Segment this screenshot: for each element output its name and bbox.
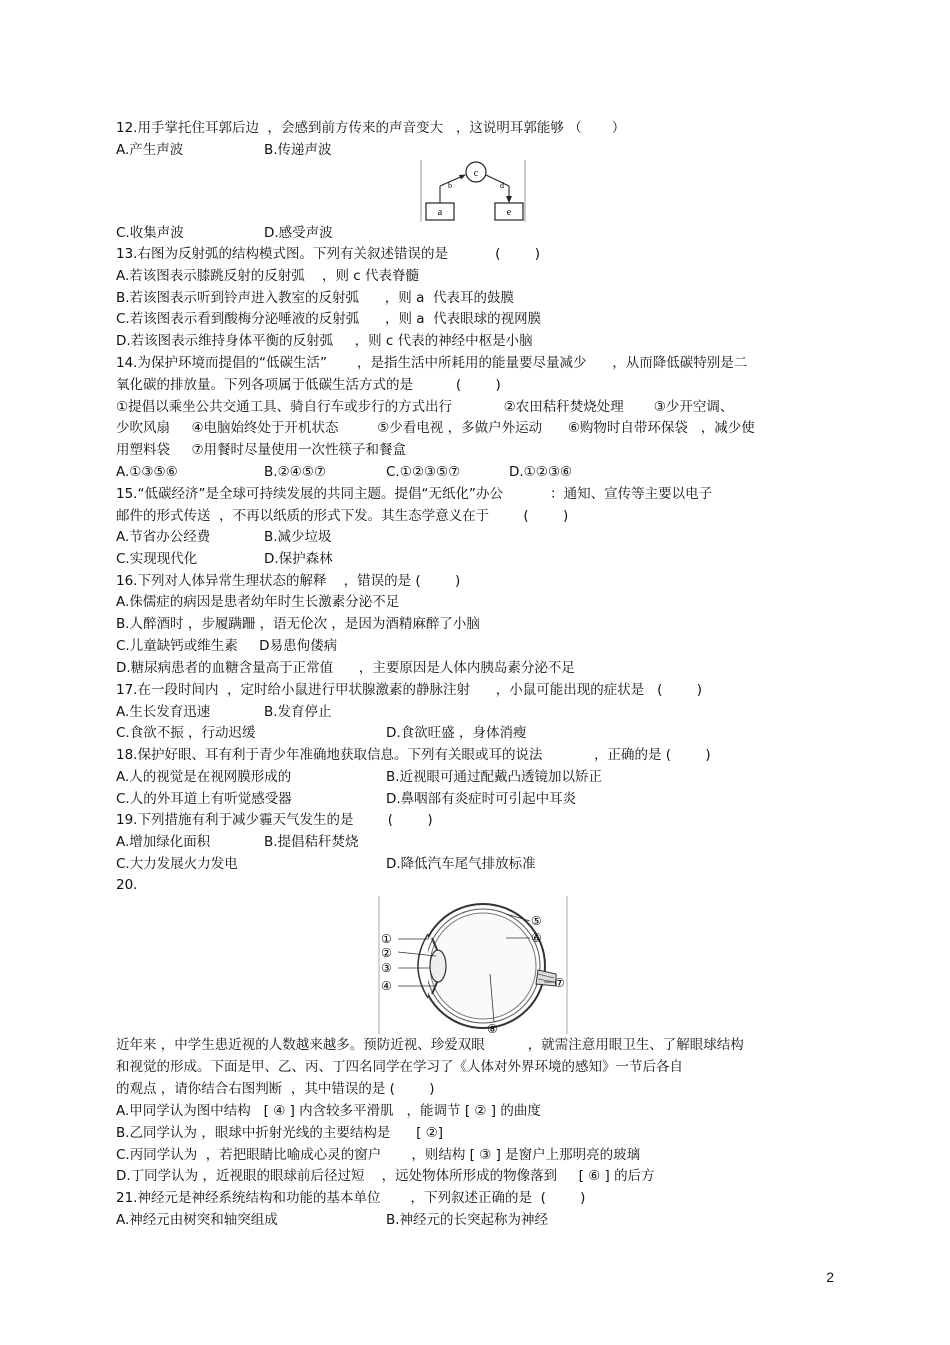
eye-label-4: ④ xyxy=(381,979,392,993)
q15-line2: 邮件的形式传送 ，不再以纸质的形式下发。其生态学意义在于 ( ) xyxy=(116,508,569,524)
reflex-label-e: e xyxy=(506,207,512,218)
q18-option-a: A.人的视觉是在视网膜形成的 xyxy=(116,769,292,785)
q19-option-b: B.提倡秸秆焚烧 xyxy=(264,834,359,850)
q14-option-d: D.①②③⑥ xyxy=(509,464,573,480)
q13-stem: 13.右图为反射弧的结构模式图。下列有关叙述错误的是 ( ) xyxy=(116,246,541,262)
q21-stem: 21.神经元是神经系统结构和功能的基本单位 ，下列叙述正确的是 ( ) xyxy=(116,1190,586,1206)
q19-stem: 19.下列措施有利于减少霾天气发生的是 ( ) xyxy=(116,812,433,828)
q15-option-b: B.减少垃圾 xyxy=(264,529,332,545)
q12-option-d: D.感受声波 xyxy=(264,225,333,241)
q14-line5: 用塑料袋 ⑦用餐时尽量使用一次性筷子和餐盒 xyxy=(116,442,407,458)
q14-line1: 14.为保护环境而提倡的“低碳生活” ，是指生活中所耗用的能量要尽量减少 ，从而降低碳特别是二 xyxy=(116,355,748,371)
q13-option-d: D.若该图表示维持身体平衡的反射弧 ，则 c 代表的神经中枢是小脑 xyxy=(116,333,533,349)
q15-option-a: A.节省办公经费 xyxy=(116,529,211,545)
q14-option-a: A.①③⑤⑥ xyxy=(116,464,178,480)
q17-stem: 17.在一段时间内 ，定时给小鼠进行甲状腺激素的静脉注射 ，小鼠可能出现的症状是 ( ) xyxy=(116,682,703,698)
q19-option-c: C.大力发展火力发电 xyxy=(116,856,238,872)
q13-option-a: A.若该图表示膝跳反射的反射弧 ，则 c 代表脊髓 xyxy=(116,268,419,284)
q20-line1: 近年来 ，中学生患近视的人数越来越多。预防近视、珍爱双眼 ，就需注意用眼卫生、了解眼球结构 xyxy=(116,1037,744,1053)
q17-option-b: B.发育停止 xyxy=(264,704,332,720)
q18-option-d: D.鼻咽部有炎症时可引起中耳炎 xyxy=(386,791,577,807)
eye-label-2: ② xyxy=(381,946,392,960)
q19-option-d: D.降低汽车尾气排放标准 xyxy=(386,856,536,872)
q12-stem: 12.用手掌托住耳郭后边 ，会感到前方传来的声音变大 ，这说明耳郭能够 （ ） xyxy=(116,120,626,136)
q18-option-b: B.近视眼可通过配戴凸透镜加以矫正 xyxy=(386,769,603,785)
page-number: 2 xyxy=(826,1269,834,1285)
eye-label-5: ⑤ xyxy=(531,914,542,928)
q17-option-c: C.食欲不振 ，行动迟缓 xyxy=(116,725,256,741)
q14-line4: 少吹风扇 ④电脑始终处于开机状态 ⑤少看电视 ，多做户外运动 ⑥购物时自带环保袋 ，减少使 xyxy=(116,420,755,436)
q14-line2: 氧化碳的排放量。下列各项属于低碳生活方式的是 ( ) xyxy=(116,377,501,393)
q19-option-a: A.增加绿化面积 xyxy=(116,834,211,850)
reflex-label-b: b xyxy=(448,181,452,190)
q20-option-b: B.乙同学认为 ，眼球中折射光线的主要结构是 [ ②] xyxy=(116,1125,444,1141)
q17-option-a: A.生长发育迅速 xyxy=(116,704,211,720)
reflex-label-a: a xyxy=(437,207,443,218)
q12-option-a: A.产生声波 xyxy=(116,142,184,158)
reflex-arc-figure xyxy=(420,158,526,224)
q15-option-c: C.实现现代化 xyxy=(116,551,198,567)
eye-label-8: ⑧ xyxy=(487,1022,498,1036)
q20-option-d: D.丁同学认为 ，近视眼的眼球前后径过短 ，远处物体所形成的物像落到 [ ⑥ ] 的后方 xyxy=(116,1168,655,1184)
q16-option-b: B.人醉酒时 ，步履蹒跚 ，语无伦次 ，是因为酒精麻醉了小脑 xyxy=(116,616,480,632)
q21-option-b: B.神经元的长突起称为神经 xyxy=(386,1212,549,1228)
q13-option-b: B.若该图表示听到铃声进入教室的反射弧 ，则 a 代表耳的鼓膜 xyxy=(116,290,514,306)
q16-stem: 16.下列对人体异常生理状态的解释 ，错误的是 ( ) xyxy=(116,573,461,589)
q12-option-b: B.传递声波 xyxy=(264,142,332,158)
eye-label-3: ③ xyxy=(381,961,392,975)
q20-number: 20． xyxy=(116,877,147,893)
q14-line3: ①提倡以乘坐公共交通工具、骑自行车或步行的方式出行 ②农田秸秆焚烧处理 ③少开空调、 xyxy=(116,399,734,415)
q18-stem: 18.保护好眼、耳有利于青少年准确地获取信息。下列有关眼或耳的说法 ，正确的是 ( ) xyxy=(116,747,711,763)
q16-option-d: D.糖尿病患者的血糖含量高于正常值 ，主要原因是人体内胰岛素分泌不足 xyxy=(116,660,575,676)
q20-option-c: C.丙同学认为 ，若把眼睛比喻成心灵的窗户 ，则结构 [ ③ ] 是窗户上那明亮的玻璃 xyxy=(116,1147,641,1163)
q13-option-c: C.若该图表示看到酸梅分泌唾液的反射弧 ，则 a 代表眼球的视网膜 xyxy=(116,311,542,327)
q15-option-d: D.保护森林 xyxy=(264,551,333,567)
q20-line2: 和视觉的形成。下面是甲、乙、丙、丁四名同学在学习了《人体对外界环境的感知》一节后各自 xyxy=(116,1059,683,1075)
eyeball-figure xyxy=(378,894,570,1036)
q16-option-a: A.侏儒症的病因是患者幼年时生长激素分泌不足 xyxy=(116,594,400,610)
eye-label-1: ① xyxy=(381,932,392,946)
eye-label-6: ⑥ xyxy=(531,931,542,945)
reflex-label-c: c xyxy=(473,168,479,179)
q14-option-c: C.①②③⑤⑦ xyxy=(386,464,461,480)
q14-option-b: B.②④⑤⑦ xyxy=(264,464,326,480)
q17-option-d: D.食欲旺盛 ，身体消瘦 xyxy=(386,725,527,741)
reflex-label-d: d xyxy=(500,181,504,190)
q18-option-c: C.人的外耳道上有听觉感受器 xyxy=(116,791,292,807)
q20-option-a: A.甲同学认为图中结构 [ ④ ] 内含较多平滑肌 ，能调节 [ ② ] 的曲度 xyxy=(116,1103,541,1119)
q21-option-a: A.神经元由树突和轴突组成 xyxy=(116,1212,278,1228)
eye-label-7: ⑦ xyxy=(554,976,565,990)
q12-option-c: C.收集声波 xyxy=(116,225,184,241)
q15-line1: 15.“低碳经济”是全球可持续发展的共同主题。提倡“无纸化”办公 ：通知、宣传等主要以电子 xyxy=(116,486,713,502)
q16-option-c: C.儿童缺钙或维生素 D易患佝偻病 xyxy=(116,638,338,654)
q20-line3: 的观点 ，请你结合右图判断 ，其中错误的是 ( ) xyxy=(116,1081,435,1097)
